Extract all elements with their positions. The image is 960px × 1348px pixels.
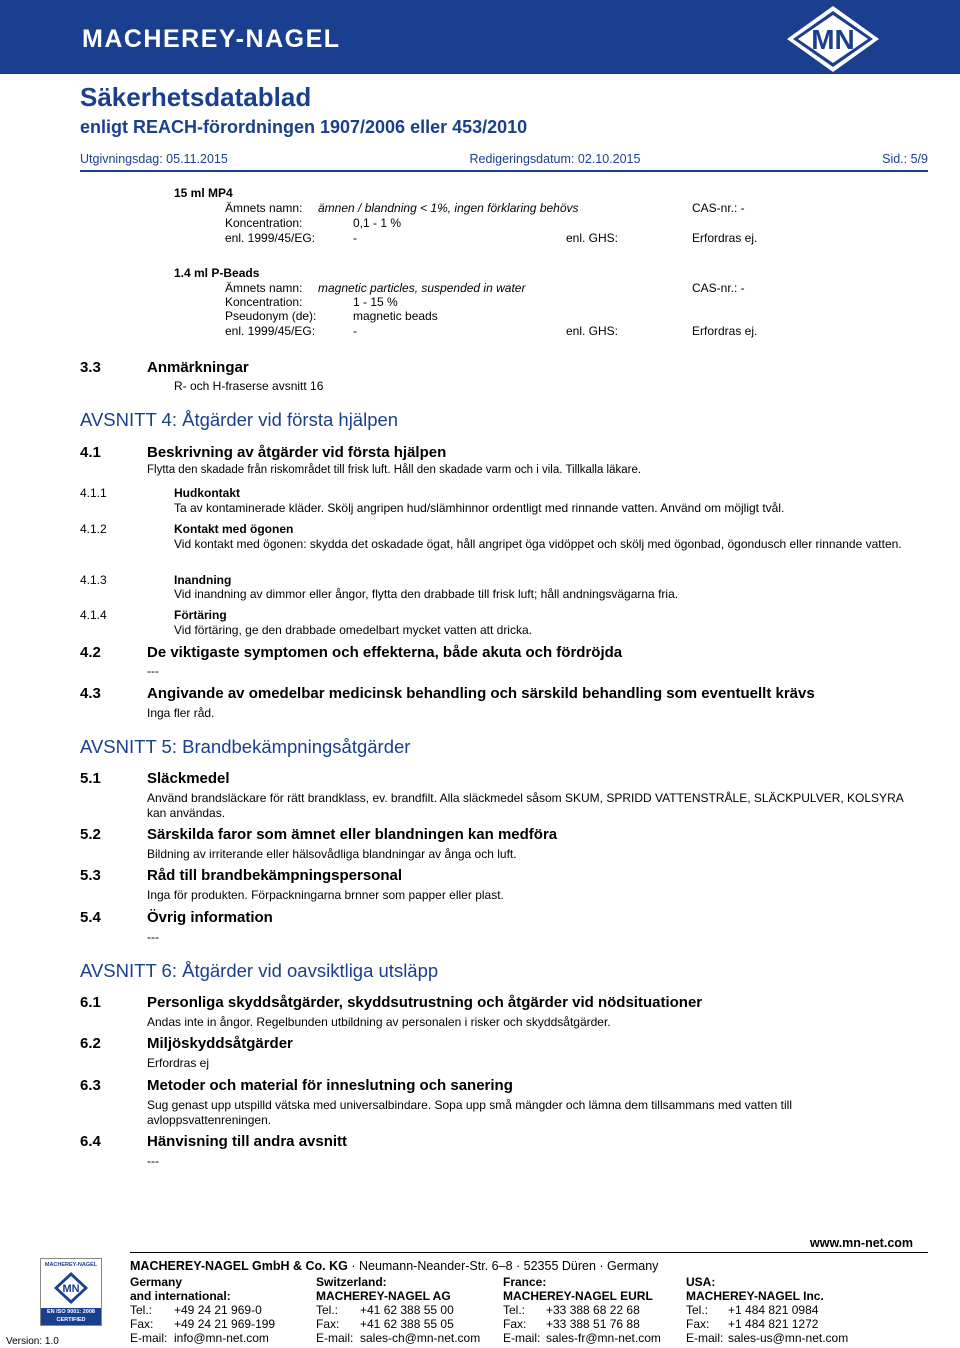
subsection-text: Ta av kontaminerade kläder. Skölj angripen hud/slämhinnor ordentligt med rinnande vatten. Använd om möjligt tvål.: [174, 501, 785, 515]
badge-iso-text: [41, 1308, 101, 1325]
subsection-title: Särskilda faror som ämnet eller blandningen kan medföra: [147, 826, 558, 843]
revision-date: Redigeringsdatum: 02.10.2015: [469, 152, 641, 166]
contact-region: Switzerland:: [316, 1275, 387, 1289]
badge-certified: CERTIFIED: [56, 1317, 86, 1323]
contact-entity: MACHEREY-NAGEL Inc.: [686, 1289, 824, 1303]
subsection-number: 5.4: [80, 909, 101, 926]
subsection-number: 4.1.4: [80, 608, 107, 622]
eg-value: -: [353, 324, 357, 338]
subsection-number: 4.1.3: [80, 573, 107, 587]
email-label: E-mail:: [503, 1331, 541, 1345]
ghs-value: Erfordras ej.: [692, 324, 758, 338]
subsection-title: Släckmedel: [147, 770, 230, 787]
substance-value: magnetic particles, suspended in water: [318, 281, 526, 295]
subsection-title: Råd till brandbekämpningspersonal: [147, 867, 403, 884]
subsection-number: 4.1: [80, 444, 101, 461]
contact-region: USA:: [686, 1275, 716, 1289]
contact-region: France:: [503, 1275, 547, 1289]
fax-value: +1 484 821 1272: [728, 1317, 819, 1331]
subsection-title: Hänvisning till andra avsnitt: [147, 1133, 348, 1150]
email-label: E-mail:: [686, 1331, 724, 1345]
subsection-number: 4.3: [80, 685, 101, 702]
tel-value: +1 484 821 0984: [728, 1303, 819, 1317]
subsection-number: 4.1.2: [80, 522, 107, 536]
badge-brand: MACHEREY-NAGEL: [44, 1262, 98, 1268]
component-name: 15 ml MP4: [174, 186, 233, 200]
header-divider: [80, 170, 928, 172]
mn-logo-icon: [53, 1271, 89, 1305]
tel-label: Tel.:: [686, 1303, 709, 1317]
ghs-label: enl. GHS:: [566, 231, 619, 245]
subsection-text: Andas inte in ångor. Regelbunden utbildning av personalen i risker och skyddsåtgärder.: [147, 1015, 611, 1029]
contact-region: Germany: [130, 1275, 183, 1289]
page-number: Sid.: 5/9: [882, 152, 928, 166]
subsection-title: Miljöskyddsåtgärder: [147, 1035, 293, 1052]
fax-label: Fax:: [503, 1317, 527, 1331]
section-5-title: AVSNITT 5: Brandbekämpningsåtgärder: [80, 736, 411, 757]
subsection-text: Sug genast upp utspilld vätska med universalbindare. Sopa upp små mängder och lämna dem tillsammans med vatten till avloppsvattenreningen.: [147, 1098, 793, 1127]
tel-label: Tel.:: [316, 1303, 339, 1317]
contact-entity: and international:: [130, 1289, 231, 1303]
substance-value: ämnen / blandning < 1%, ingen förklaring behövs: [318, 201, 579, 215]
subsection-number: 5.1: [80, 770, 101, 787]
subsection-text: Vid kontakt med ögonen: skydda det oskadade ögat, håll angripet öga vidöppet och skölj med ögonbad, ögondusch eller rinnande vatten.: [174, 537, 902, 551]
tel-value: +41 62 388 55 00: [360, 1303, 454, 1317]
section-6-title: AVSNITT 6: Åtgärder vid oavsiktliga utsläpp: [80, 960, 439, 981]
version-label: Version: 1.0: [6, 1336, 59, 1347]
cas-number: CAS-nr.: -: [692, 201, 745, 215]
tel-label: Tel.:: [130, 1303, 153, 1317]
eg-value: -: [353, 231, 357, 245]
subsection-number: 4.1.1: [80, 486, 107, 500]
mn-logo-icon: [783, 4, 883, 74]
fax-label: Fax:: [130, 1317, 154, 1331]
section-4-title: AVSNITT 4: Åtgärder vid första hjälpen: [80, 409, 399, 430]
subsection-number: 5.3: [80, 867, 101, 884]
subsection-text: ---: [147, 930, 159, 944]
email-label: E-mail:: [130, 1331, 168, 1345]
email-value[interactable]: sales-fr@mn-net.com: [546, 1331, 661, 1345]
tel-label: Tel.:: [503, 1303, 526, 1317]
tel-value: +49 24 21 969-0: [174, 1303, 262, 1317]
website-link[interactable]: www.mn-net.com: [810, 1236, 914, 1250]
subsection-title: Inandning: [174, 573, 232, 587]
subsection-title: Beskrivning av åtgärder vid första hjälpen: [147, 444, 447, 461]
subsection-title: Angivande av omedelbar medicinsk behandling och särskild behandling som eventuellt krävs: [147, 685, 815, 702]
contact-entity: MACHEREY-NAGEL EURL: [503, 1289, 653, 1303]
header-info-line: [80, 152, 928, 166]
subsection-number: 5.2: [80, 826, 101, 843]
subsection-text: ---: [147, 664, 159, 678]
document-title: Säkerhetsdatablad: [80, 82, 312, 112]
subsection-title: Förtäring: [174, 608, 227, 622]
email-label: E-mail:: [316, 1331, 354, 1345]
subsection-title: Kontakt med ögonen: [174, 522, 294, 536]
eg-label: enl. 1999/45/EG:: [225, 324, 316, 338]
company-name: MACHEREY-NAGEL GmbH & Co. KG: [130, 1259, 348, 1273]
component-name: 1.4 ml P-Beads: [174, 266, 260, 280]
pseudonym-label: Pseudonym (de):: [225, 309, 317, 323]
fax-label: Fax:: [316, 1317, 340, 1331]
subsection-text: Flytta den skadade från riskområdet till frisk luft. Håll den skadade varm och i vila. Tillkalla läkare.: [147, 464, 642, 476]
subsection-text: Vid förtäring, ge den drabbade omedelbart mycket vatten att dricka.: [174, 623, 532, 637]
ghs-value: Erfordras ej.: [692, 231, 758, 245]
tel-value: +33 388 68 22 68: [546, 1303, 640, 1317]
subsection-number: 6.1: [80, 994, 101, 1011]
fax-value: +41 62 388 55 05: [360, 1317, 454, 1331]
pseudonym-value: magnetic beads: [353, 309, 438, 323]
fax-label: Fax:: [686, 1317, 710, 1331]
logo-text: MN: [811, 24, 855, 55]
subsection-text: Vid inandning av dimmor eller ångor, flytta den drabbade till frisk luft; håll andningsvägarna fria.: [174, 587, 679, 601]
email-value[interactable]: sales-ch@mn-net.com: [360, 1331, 481, 1345]
document-subtitle: enligt REACH-förordningen 1907/2006 eller 453/2010: [80, 117, 528, 137]
subsection-number: 6.3: [80, 1077, 101, 1094]
email-value[interactable]: info@mn-net.com: [174, 1331, 269, 1345]
concentration-value: 1 - 15 %: [353, 295, 398, 309]
fax-value: +49 24 21 969-199: [174, 1317, 276, 1331]
subsection-number: 4.2: [80, 644, 101, 661]
subsection-title: Anmärkningar: [147, 359, 249, 376]
subsection-text: R- och H-fraserse avsnitt 16: [174, 379, 324, 393]
footer-company-line: [130, 1259, 658, 1273]
subsection-text: ---: [147, 1154, 159, 1168]
badge-logo-text: MN: [62, 1283, 80, 1295]
contact-entity: MACHEREY-NAGEL AG: [316, 1289, 451, 1303]
eg-label: enl. 1999/45/EG:: [225, 231, 316, 245]
subsection-text: Inga för produkten. Förpackningarna brnner som papper eller plast.: [147, 888, 504, 902]
subsection-title: Metoder och material för inneslutning och sanering: [147, 1077, 513, 1094]
badge-iso-standard: EN ISO 9001: 2008: [46, 1309, 95, 1315]
fax-value: +33 388 51 76 88: [546, 1317, 640, 1331]
subsection-text: Inga fler råd.: [147, 706, 215, 720]
email-value[interactable]: sales-us@mn-net.com: [728, 1331, 849, 1345]
substance-label: Ämnets namn:: [225, 281, 303, 295]
concentration-value: 0,1 - 1 %: [353, 216, 402, 230]
footer-divider: [130, 1252, 928, 1253]
ghs-label: enl. GHS:: [566, 324, 619, 338]
header-bar: [0, 0, 960, 74]
subsection-title: De viktigaste symptomen och effekterna, både akuta och fördröjda: [147, 644, 623, 661]
subsection-number: 6.4: [80, 1133, 101, 1150]
brand-name: MACHEREY-NAGEL: [82, 25, 341, 53]
concentration-label: Koncentration:: [225, 216, 303, 230]
substance-label: Ämnets namn:: [225, 201, 303, 215]
subsection-text: Bildning av irriterande eller hälsovådliga blandningar av ånga och luft.: [147, 847, 517, 861]
subsection-number: 3.3: [80, 359, 101, 376]
subsection-text: Använd brandsläckare för rätt brandklass, ev. brandfilt. Alla släckmedel såsom SKUM, SPRIDD VATTENSTRÅLE, SLÄCKPULVER, KOLSYRA kan användas.: [147, 791, 904, 820]
subsection-title: Personliga skyddsåtgärder, skyddsutrustning och åtgärder vid nödsituationer: [147, 994, 703, 1011]
subsection-text: Erfordras ej: [147, 1056, 210, 1070]
cas-number: CAS-nr.: -: [692, 281, 745, 295]
subsection-title: Övrig information: [147, 909, 273, 926]
iso-certified-badge: [40, 1258, 102, 1326]
subsection-number: 6.2: [80, 1035, 101, 1052]
company-address: · Neumann-Neander-Str. 6–8 · 52355 Düren · Germany: [351, 1259, 659, 1273]
concentration-label: Koncentration:: [225, 295, 303, 309]
subsection-title: Hudkontakt: [174, 486, 240, 500]
issue-date: Utgivningsdag: 05.11.2015: [80, 152, 228, 166]
